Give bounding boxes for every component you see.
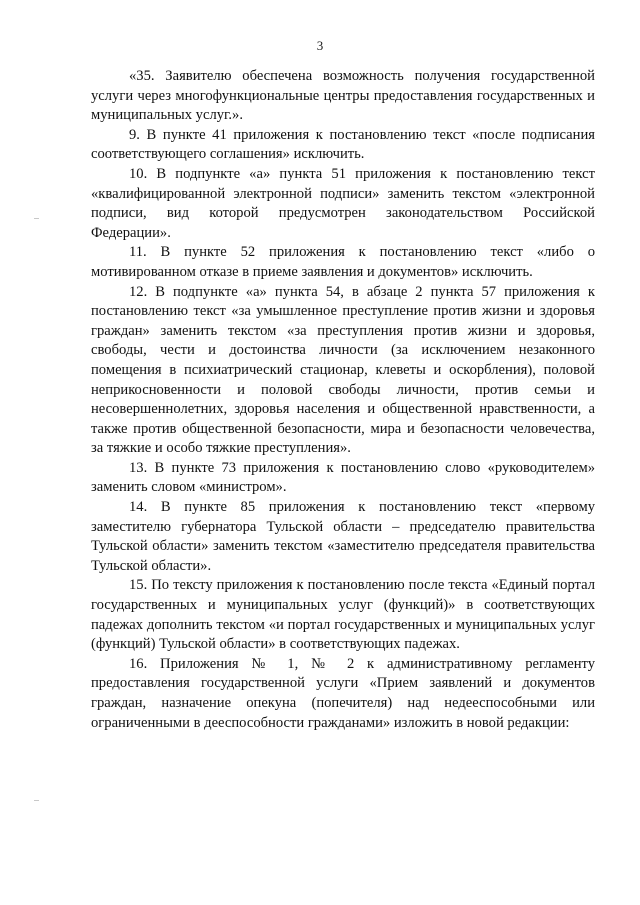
- margin-mark: [34, 218, 39, 219]
- paragraph-item-15: 15. По тексту приложения к постановлению после текста «Единый портал государственных и муниципальных услуг (функций)» в соответствующих падежах дополнить текстом «и портал государственных и муниципальных услуг (функций) Тульской области» в соответствующих падежах.: [91, 577, 595, 653]
- paragraph-clause-35: «35. Заявителю обеспечена возможность получения государственной услуги через многофункциональные центры предоставления государственных и муниципальных услуг.».: [91, 68, 595, 124]
- paragraph-item-16: 16. Приложения № 1, № 2 к административному регламенту предоставления государственной услуги «Прием заявлений и документов граждан, назначение опекуна (попечителя) над недееспособными или ограниченными в дееспособности гражданами» изложить в новой редакции:: [91, 655, 595, 731]
- paragraph-item-11: 11. В пункте 52 приложения к постановлению текст «либо о мотивированном отказе в приеме заявления и документов» исключить.: [91, 244, 595, 280]
- page-number: 3: [316, 38, 324, 53]
- margin-mark: [34, 800, 39, 801]
- paragraph-item-13: 13. В пункте 73 приложения к постановлению слово «руководителем» заменить словом «министром».: [91, 459, 595, 496]
- paragraph-item-12: 12. В подпункте «а» пункта 54, в абзаце 2 пункта 57 приложения к постановлению текст «за умышленное преступление против жизни и здоровья граждан» заменить текстом «за преступления против жизни и здоровья, свободы, чести и достоинства личности (за исключением незаконного помещения в психиатрический стационар, клеветы и оскорбления), половой неприкосновенности и половой свободы личности, против семьи и несовершеннолетних, здоровья населения и общественной нравственности, а также против общественной безопасности, мира и безопасности человечества, за тяжкие и особо тяжкие преступления».: [91, 283, 595, 457]
- paragraph-item-10: 10. В подпункте «а» пункта 51 приложения к постановлению текст «квалифицированной электронной подписи» заменить текстом «электронной подписи, вид которой предусмотрен законодательством Российской Федерации».: [91, 165, 595, 241]
- document-body: [91, 67, 595, 733]
- paragraph-item-14: 14. В пункте 85 приложения к постановлению текст «первому заместителю губернатора Тульской области – председателю правительства Тульской области» заменить текстом «заместителю председателя правительства Тульской области».: [91, 499, 595, 574]
- paragraph-item-9: 9. В пункте 41 приложения к постановлению текст «после подписания соответствующего соглашения» исключить.: [91, 126, 595, 163]
